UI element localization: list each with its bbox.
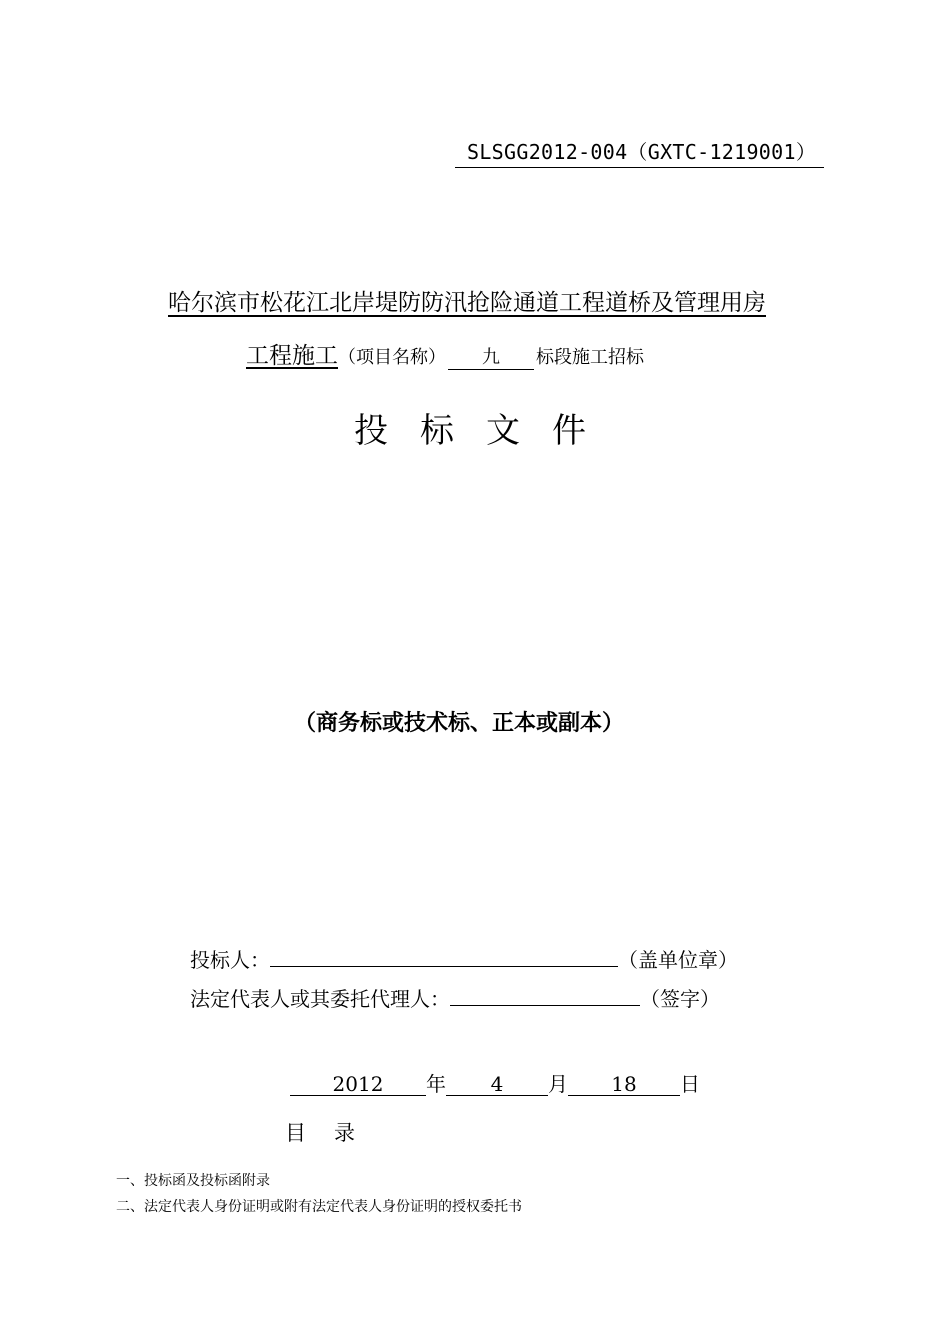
project-name-line2: 工程施工 (246, 343, 338, 369)
representative-note: （签字） (640, 987, 720, 1011)
bidder-row (190, 944, 738, 973)
representative-row (190, 983, 720, 1012)
representative-label: 法定代表人或其委托代理人： (190, 987, 450, 1011)
document-title: 投标文件 (354, 411, 618, 451)
date-day-unit: 日 (680, 1072, 700, 1096)
toc-title: 目录 (285, 1121, 383, 1145)
bidder-label: 投标人： (190, 948, 270, 972)
bidder-signature-field[interactable] (270, 950, 618, 967)
date-month: 4 (446, 1073, 548, 1096)
toc-item: 一、投标函及投标函附录 (116, 1173, 270, 1189)
date-row (290, 1068, 700, 1097)
lot-number: 九 (448, 347, 534, 370)
project-name-line1: 哈尔滨市松花江北岸堤防防汛抢险通道工程道桥及管理用房 (168, 290, 766, 316)
representative-signature-field[interactable] (450, 989, 640, 1006)
project-name-line2-row (246, 337, 644, 370)
bidder-note: （盖单位章） (618, 948, 738, 972)
tender-code: SLSGG2012-004（GXTC-1219001） (455, 136, 824, 168)
toc-item: 二、法定代表人身份证明或附有法定代表人身份证明的授权委托书 (116, 1199, 522, 1215)
version-note: （商务标或技术标、正本或副本） (294, 711, 625, 736)
date-month-unit: 月 (548, 1072, 568, 1096)
lot-suffix: 标段施工招标 (536, 347, 644, 368)
date-day: 18 (568, 1073, 680, 1096)
project-name-label: （项目名称） (338, 347, 446, 368)
date-year-unit: 年 (426, 1072, 446, 1096)
date-year: 2012 (290, 1073, 426, 1096)
